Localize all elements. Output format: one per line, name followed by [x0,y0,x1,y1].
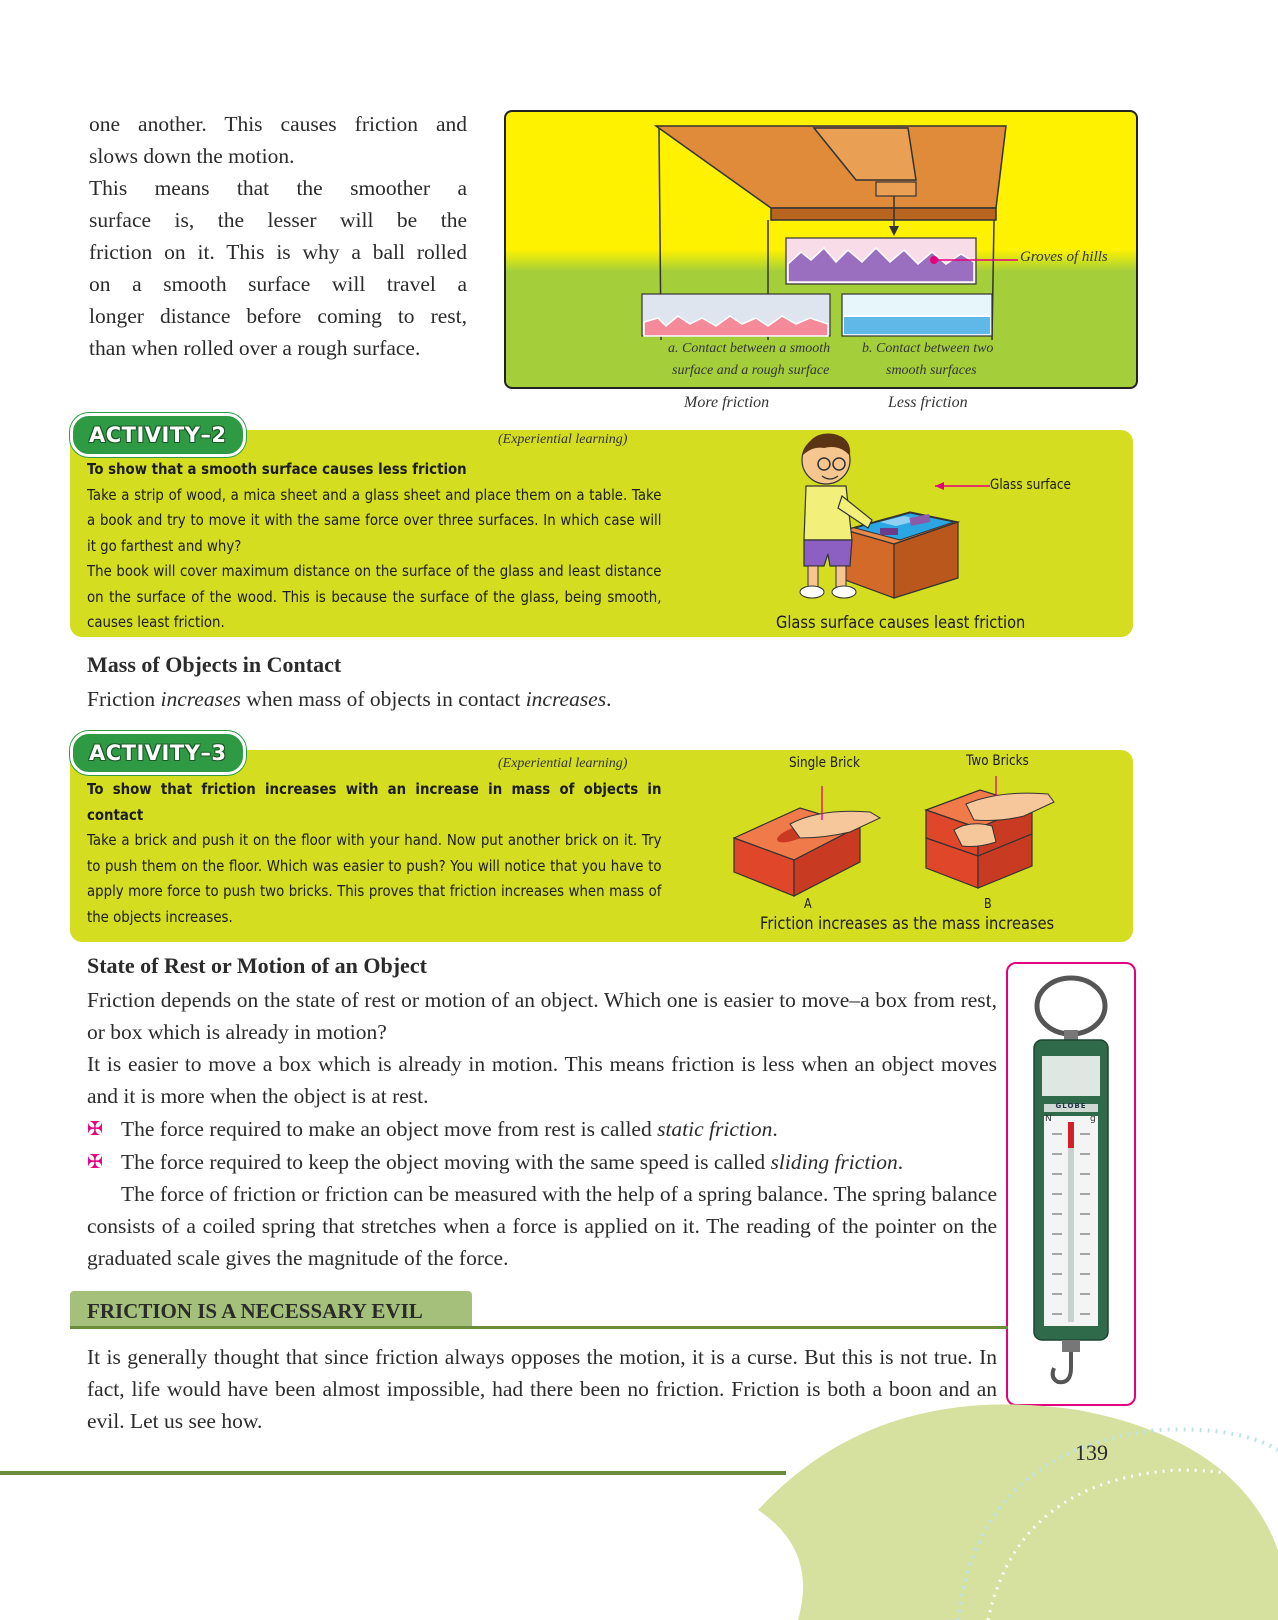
activity-2-experiential: (Experiential learning) [498,432,628,447]
bullet-text: The force required to make an object move from rest is called [121,1117,658,1141]
page-number: 139 [1075,1440,1108,1465]
single-brick-label: Single Brick [789,755,860,771]
mass-text-part: when mass of objects in contact [240,687,526,711]
evil-heading-rule [70,1326,1008,1329]
activity-3-text [87,777,661,930]
glass-surface-label: Glass surface [990,477,1071,493]
bullet-icon: ✠ [87,1118,103,1140]
state-para1: Friction depends on the state of rest or motion of an object. Which one is easier to move–a box from rest, or box which is already in motion? [87,988,997,1044]
more-friction-label: More friction [684,394,770,411]
intro-line: This means that the smoother a [89,176,467,200]
state-para2: It is easier to move a box which is already in motion. This means friction is less when an object moves and it is more when the object is at rest. [87,1052,997,1108]
intro-line: slows down the motion. [89,144,295,168]
mass-text [87,683,611,715]
caption-b-line1: b. Contact between two [862,341,994,356]
activity-2-title: To show that a smooth surface causes less friction [87,460,467,478]
footer-rule [0,1471,786,1475]
activity-3-para1: Take a brick and push it on the floor with your hand. Now put another brick on it. Try to push them on the floor. Which was easier to push? You will notice that you have to apply more force to push two bricks. This proves that friction increases when mass of the objects increases. [87,831,662,926]
activity-2-caption: Glass surface causes least friction [776,613,1026,633]
activity-2-para1: Take a strip of wood, a mica sheet and a glass sheet and place them on a table. Take a book and try to move it with the same force over three surfaces. In which case will it go farthest and why? [87,485,662,555]
activity-2-text [87,457,661,636]
intro-line: longer distance before coming to rest, [89,304,467,328]
evil-paragraph: It is generally thought that since friction always opposes the motion, it is a curse. But this is not true. In fact, life would have been almost impossible, had there been no friction. Friction is both a boon and an evil. Let us see how. [87,1345,997,1433]
intro-line: surface is, the lesser will be the [89,208,467,232]
intro-line: one another. This causes friction and [89,112,467,136]
bullet-static [87,1113,997,1145]
mass-text-part: Friction [87,687,161,711]
bullet-em: static friction [657,1117,773,1141]
spring-unit-right: g [1090,1114,1096,1124]
intro-line: than when rolled over a rough surface. [89,336,421,360]
corner-decoration [718,1390,1278,1620]
mass-heading: Mass of Objects in Contact [87,652,342,677]
caption-b-line2: smooth surfaces [886,363,977,378]
bullet-text: . [897,1150,904,1174]
mass-text-part: . [606,687,612,711]
spring-brand: GLOBE [1055,1102,1087,1110]
brick-a-label: A [804,897,812,912]
bullet-em: sliding friction [770,1150,898,1174]
activity-3-experiential: (Experiential learning) [498,756,628,771]
state-para3: The force of friction or friction can be measured with the help of a spring balance. The spring balance consists of a coiled spring that stretches when a force is applied on it. The reading of the pointer on the graduated scale gives the magnitude of the force. [87,1182,997,1270]
caption-a-line1: a. Contact between a smooth [668,341,831,356]
activity-2-para2: The book will cover maximum distance on the surface of the glass and least distance on the surface of the wood. This is because the surface of the glass, being smooth, causes least friction. [87,562,662,631]
bullet-text: . [772,1117,778,1141]
activity-3-caption: Friction increases as the mass increases [760,914,1055,934]
bullet-icon: ✠ [87,1151,103,1173]
groves-label: Groves of hills [1020,249,1108,265]
brick-b-label: B [984,897,992,912]
activity-3-title: To show that friction increases with an increase in mass of objects in contact [87,780,662,824]
caption-a-line2: surface and a rough surface [672,363,830,378]
activity-2-badge: ACTIVITY–2 [70,413,246,457]
intro-line: friction on it. This is why a ball rolled [89,240,467,264]
bricks-illustration [730,768,1070,908]
bullet-sliding [87,1146,997,1178]
two-bricks-label: Two Bricks [966,753,1029,769]
intro-line: on a smooth surface will travel a [89,272,467,296]
evil-heading: FRICTION IS A NECESSARY EVIL [87,1299,423,1323]
spring-balance-illustration [1008,964,1134,1404]
friction-surfaces-figure [504,110,1138,389]
mass-text-em: increases [160,687,241,711]
activity-3-badge: ACTIVITY–3 [70,731,246,775]
bullet-text: The force required to keep the object moving with the same speed is called [121,1150,771,1174]
state-body [87,984,997,1274]
boy-glass-illustration [760,420,1020,610]
state-heading: State of Rest or Motion of an Object [87,953,427,978]
less-friction-label: Less friction [888,394,968,411]
mass-text-em: increases [525,687,607,711]
spring-balance-frame [1006,962,1136,1406]
intro-paragraph [89,108,467,364]
spring-unit-left: N [1045,1114,1052,1124]
